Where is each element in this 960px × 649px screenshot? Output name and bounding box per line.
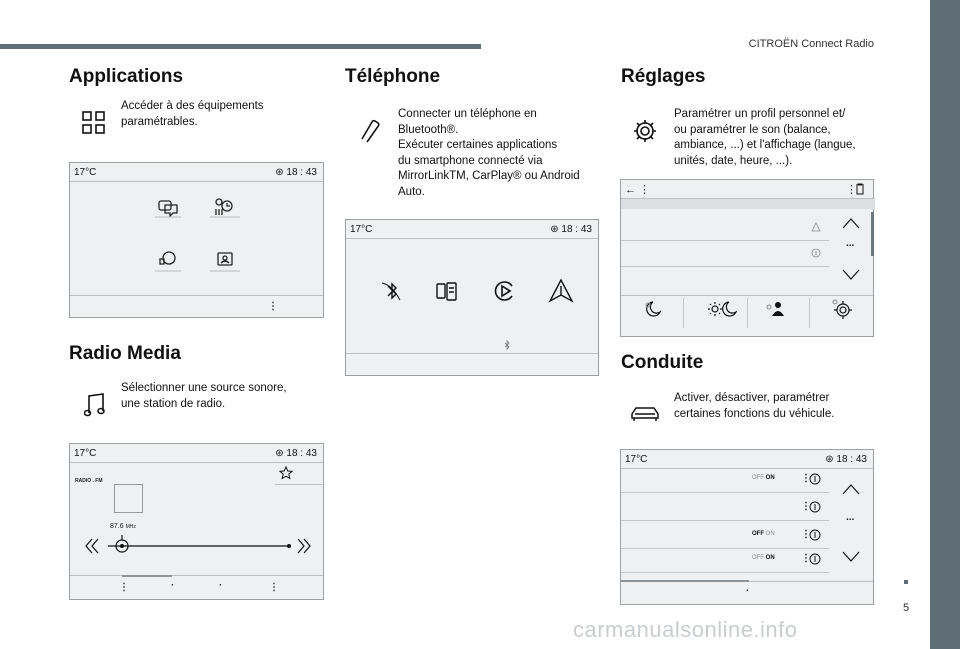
scroll-down-button[interactable] [841,268,861,282]
status-bar [621,450,873,468]
brand-header: CITROËN Connect Radio [748,38,874,50]
music-note-icon [84,392,106,418]
side-tab [930,0,960,649]
source-button[interactable]: · [171,580,175,591]
source-indicator [122,575,172,577]
page-dot: . [746,583,749,594]
feature-toggle-4[interactable]: OFF ON [752,555,775,561]
phone-handset-icon [358,118,382,144]
menu-button[interactable]: ⋮ [119,582,129,593]
temperature: 17°C [74,448,97,459]
row-1-info-icon[interactable] [809,473,821,485]
tuner-slider[interactable] [84,532,312,560]
contacts-icon[interactable] [210,249,240,273]
telephone-screen [345,219,599,376]
row-1-menu[interactable]: ⋮ [801,473,811,484]
temperature: 17°C [350,224,373,235]
grid-apps-icon [82,111,106,135]
band-label: RADIO . FM [75,478,103,484]
row-3-menu[interactable]: ⋮ [801,529,811,540]
frequency: 87.6 MHz [110,523,136,530]
mirrorlink-icon[interactable] [434,280,460,304]
telephone-title: Téléphone [345,66,441,87]
temperature: 17°C [74,167,97,178]
clock: ⊛ 18 : 43 [550,224,592,235]
applications-description: Accéder à des équipements paramétrables. [121,100,264,128]
radio-media-title: Radio Media [69,343,181,364]
trash-icon[interactable] [855,183,865,195]
gear-icon [632,118,658,144]
header-rule [0,44,481,49]
apps-settings-icon[interactable] [210,195,240,219]
tab-indicator [621,580,749,582]
conduite-screen [620,449,874,605]
warning-icon [811,222,821,232]
status-bar [70,163,323,181]
favorite-star-icon[interactable] [279,466,293,480]
clock: ⊛ 18 : 43 [275,448,317,459]
feature-toggle-1[interactable]: OFF ON [752,475,775,481]
row-4-info-icon[interactable] [809,553,821,565]
more-options-button[interactable]: ⋮ [846,184,857,196]
brightness-icon[interactable] [707,300,737,318]
row-2-info-icon[interactable] [809,501,821,513]
bluetooth-icon[interactable] [379,278,405,304]
profile-icon[interactable] [765,300,785,318]
row-3-info-icon[interactable] [809,529,821,541]
page-indicator: ... [846,512,855,523]
back-button[interactable]: ← ⋮ [625,184,651,196]
status-bar [70,444,323,462]
row-4-menu[interactable]: ⋮ [801,553,811,564]
options-button[interactable]: ⋮ [269,582,279,593]
bluetooth-status-icon [503,340,511,350]
connected-apps-icon[interactable] [155,195,181,219]
clock: ⊛ 18 : 43 [825,454,867,465]
applications-title: Applications [69,66,184,87]
more-options-button[interactable]: ⋮ [268,301,278,312]
radio-description: Sélectionner une source sonore, une station de radio. [121,382,287,410]
feature-toggle-3[interactable]: OFF ON [752,531,775,537]
car-icon [630,404,660,424]
applications-screen [69,162,324,318]
status-bar [346,220,598,238]
page-indicator: ... [846,238,855,249]
android-auto-icon[interactable] [548,278,574,304]
page-marker [904,580,908,584]
scroll-up-button[interactable] [841,216,861,230]
system-settings-icon[interactable] [831,298,853,320]
temperature: 17°C [625,454,648,465]
station-artwork [114,484,143,513]
radio-screen [69,443,324,600]
watermark: carmanualsonline.info [573,617,798,642]
clock: ⊛ 18 : 43 [275,167,317,178]
conduite-title: Conduite [621,352,704,373]
row-2-menu[interactable]: ⋮ [801,501,811,512]
carplay-icon[interactable] [492,278,518,304]
scrollbar[interactable] [871,212,874,256]
scroll-down-button[interactable] [841,550,861,564]
list-button[interactable]: · [219,580,223,591]
night-mode-icon[interactable] [643,300,663,318]
reglages-screen [620,179,874,337]
refresh-apps-icon[interactable] [155,249,181,273]
telephone-description: Connecter un téléphone en Bluetooth®. Exécuter certaines applications du smartphone connecté via MirrorLinkTM, CarPlay® ou Android Auto. [398,108,580,198]
reglages-title: Réglages [621,66,706,87]
reglages-description: Paramétrer un profil personnel et/ ou paramétrer le son (balance, ambiance, ...) et l'affichage (langue, unités, date, heure, ...). [674,108,856,167]
conduite-description: Activer, désactiver, paramétrer certaines fonctions du véhicule. [674,392,835,420]
page-number: 5 [903,602,910,614]
scroll-up-button[interactable] [841,482,861,496]
info-icon [811,248,821,258]
